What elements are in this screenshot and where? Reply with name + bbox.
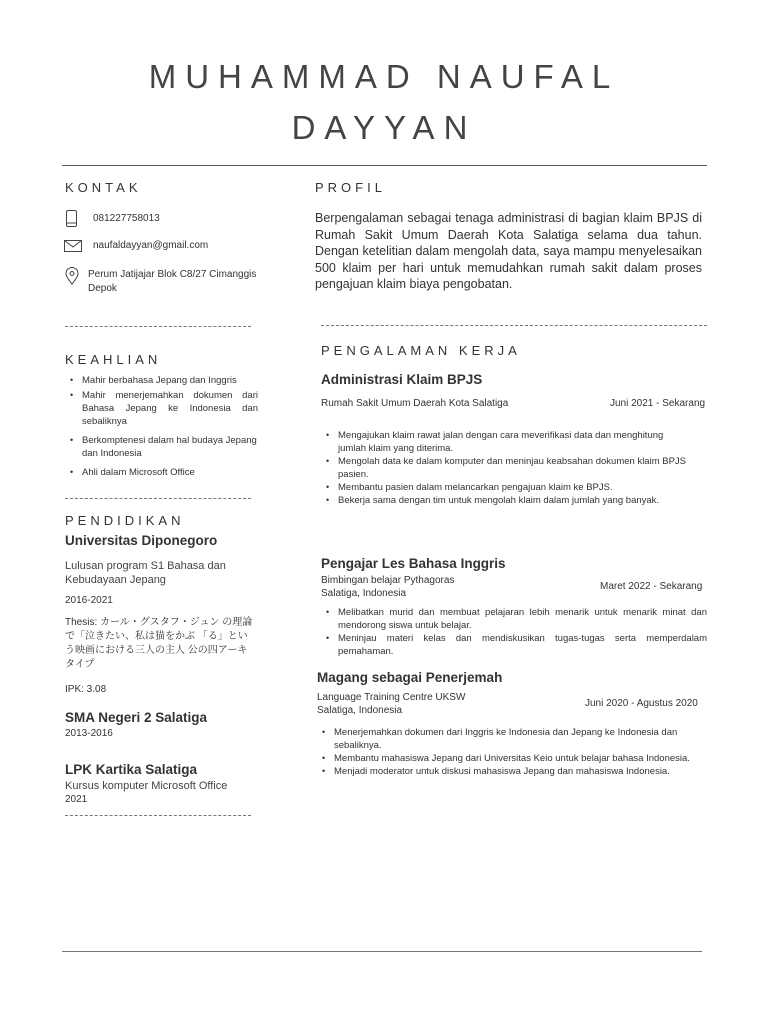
location-pin-icon: [65, 267, 79, 285]
job-bullet: • Meninjau materi kelas dan mendiskusikan tugas-tugas serta memperdalam pemahaman.: [321, 632, 707, 658]
profile-divider: [321, 325, 707, 326]
job-bullet: • Membantu mahasiswa Jepang dari Universitas Keio untuk belajar bahasa Indonesia.: [317, 752, 707, 765]
university-name: Universitas Diponegoro: [65, 533, 218, 548]
university-program-line-2: Kebudayaan Jepang: [65, 574, 166, 586]
name-line-1: MUHAMMAD NAUFAL: [148, 58, 620, 95]
skill-item: • Mahir berbahasa Jepang dan Inggris: [65, 374, 258, 387]
job-bullet: • Melibatkan murid dan membuat pelajaran lebih menarik untuk menarik minat dan mendorong siswa untuk belajar.: [321, 606, 707, 632]
email-address: naufaldayyan@gmail.com: [93, 240, 209, 251]
job-bullet: • Menjadi moderator untuk diskusi mahasiswa Jepang dan mahasiswa Indonesia.: [317, 765, 707, 778]
job-bullet: • Membantu pasien dalam melancarkan pengajuan klaim ke BPJS.: [321, 481, 689, 494]
skills-divider: [65, 498, 251, 499]
job-bullet: • Menerjemahkan dokumen dari Inggris ke Indonesia dan Jepang ke Indonesia dan sebaliknya.: [317, 726, 707, 752]
experience-heading: PENGALAMAN KERJA: [321, 343, 521, 358]
skills-heading: KEAHLIAN: [65, 352, 162, 367]
job-org: Language Training Centre UKSW: [317, 692, 466, 703]
header-divider: [62, 165, 707, 166]
education-heading: PENDIDIKAN: [65, 513, 185, 528]
lpk-year: 2021: [65, 794, 88, 805]
job-title: Administrasi Klaim BPJS: [321, 372, 483, 387]
job-title: Pengajar Les Bahasa Inggris: [321, 556, 506, 571]
thesis-line-3: う映画における三人の主人 公の四アーキ: [65, 645, 248, 656]
job-location: Salatiga, Indonesia: [317, 705, 403, 716]
university-ipk: IPK: 3.08: [65, 684, 107, 695]
phone-icon: [66, 210, 77, 227]
skills-list: [65, 374, 258, 479]
job-org: Bimbingan belajar Pythagoras: [321, 575, 455, 586]
contact-divider: [65, 326, 251, 327]
university-years: 2016-2021: [65, 595, 113, 606]
job-period: Juni 2020 - Agustus 2020: [585, 698, 698, 709]
address-line-1: Perum Jatijajar Blok C8/27 Cimanggis: [88, 269, 257, 280]
job-bullet: • Mengolah data ke dalam komputer dan meninjau keabsahan dokumen klaim BPJS pasien.: [321, 455, 689, 481]
footer-divider: [62, 951, 702, 952]
university-thesis: [65, 616, 252, 672]
education-divider: [65, 815, 251, 816]
skill-item: • Mahir menerjemahkan dokumen dari Bahasa Jepang ke Indonesia dan sebaliknya: [65, 389, 258, 428]
job-title: Magang sebagai Penerjemah: [317, 670, 503, 685]
address-line-2: Depok: [88, 283, 117, 294]
university-program-line-1: Lulusan program S1 Bahasa dan: [65, 560, 226, 572]
job-bullets: [321, 606, 707, 658]
lpk-course: Kursus komputer Microsoft Office: [65, 780, 228, 792]
sma-name: SMA Negeri 2 Salatiga: [65, 710, 208, 725]
skill-item: • Ahli dalam Microsoft Office: [65, 466, 258, 479]
profile-heading: PROFIL: [315, 180, 386, 195]
job-period: Juni 2021 - Sekarang: [610, 398, 706, 409]
thesis-line-1: Thesis: カール・グスタフ・ジュン の理論: [65, 617, 253, 628]
job-org: Rumah Sakit Umum Daerah Kota Salatiga: [321, 398, 509, 409]
job-bullet: • Bekerja sama dengan tim untuk mengolah klaim dalam jumlah yang banyak.: [321, 494, 689, 507]
sma-years: 2013-2016: [65, 728, 113, 739]
job-bullets: [317, 726, 707, 778]
skill-item: • Berkomptenesi dalam hal budaya Jepang dan Indonesia: [65, 434, 258, 460]
lpk-name: LPK Kartika Salatiga: [65, 762, 198, 777]
job-bullet: • Mengajukan klaim rawat jalan dengan cara meverifikasi data dan menghitung jumlah klaim yang diterima.: [321, 429, 689, 455]
profile-text: Berpengalaman sebagai tenaga administrasi di bagian klaim BPJS di Rumah Sakit Umum Daerah Kota Salatiga selama dua tahun. Dengan ketelitian dalam mengolah data, saya mampu menyelesaikan 500 klaim per hari untuk memudahkan rumah sakit dalam proses pengajuan klaim biaya pengobatan.: [315, 211, 702, 291]
name-line-2: DAYYAN: [291, 109, 477, 146]
job-location: Salatiga, Indonesia: [321, 588, 407, 599]
envelope-icon: [64, 240, 82, 252]
contact-heading: KONTAK: [65, 180, 142, 195]
thesis-line-4: タイプ: [65, 659, 95, 670]
thesis-line-2: で「泣きたい、私は猫をかぶ 「る」とい: [65, 631, 248, 642]
job-period: Maret 2022 - Sekarang: [600, 581, 703, 592]
phone-number: 081227758013: [93, 213, 160, 224]
job-bullets: [321, 429, 689, 507]
